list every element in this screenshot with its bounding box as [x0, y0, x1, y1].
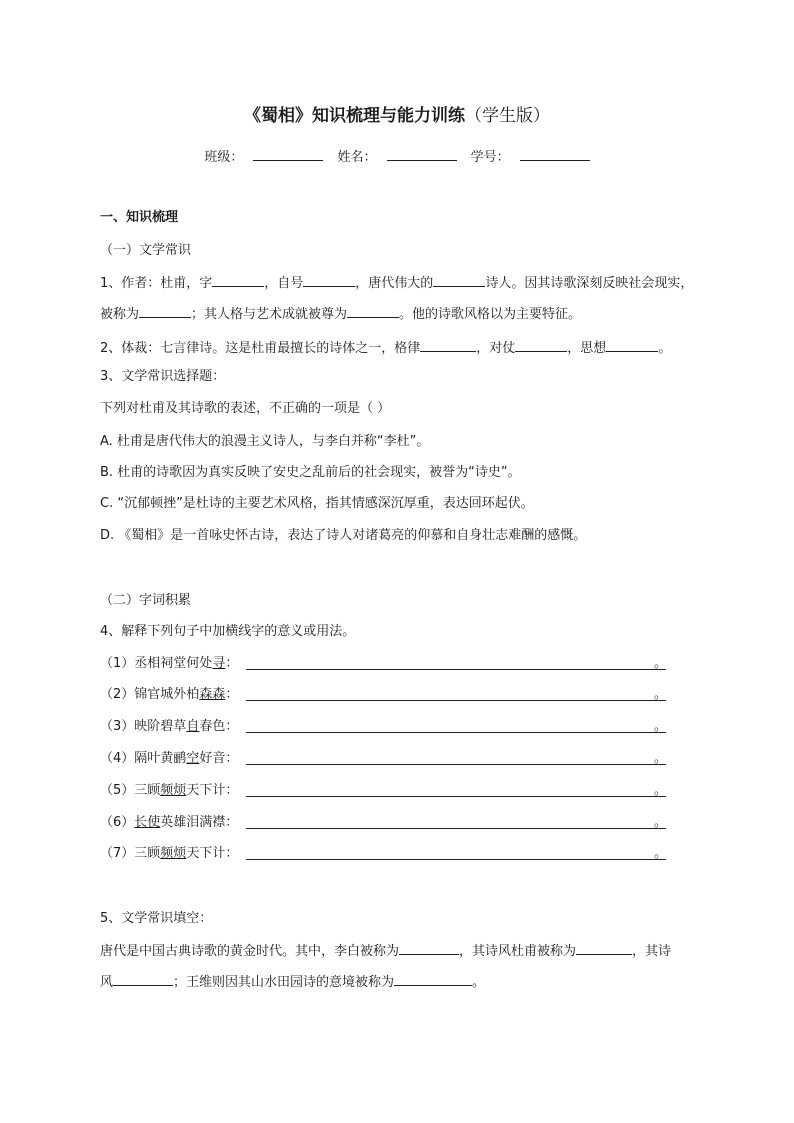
underlined-word: 长使: [134, 815, 161, 830]
question-3-heading: 3、文学常识选择题：: [100, 369, 226, 384]
question-2: 2、体裁：七言律诗。这是杜甫最擅长的诗体之一，格律 ，对仗 ，思想 。: [100, 338, 720, 358]
option-c: C. “沉郁顿挫”是杜诗的主要艺术风格，指其情感深沉厚重，表达回环起伏。: [100, 496, 534, 511]
answer-line-5[interactable]: [246, 782, 666, 797]
blank-wangwei-title[interactable]: [394, 972, 472, 986]
option-b: B. 杜甫的诗歌因为真实反映了安史之乱前后的社会现实，被誉为“诗史”。: [100, 465, 521, 480]
class-label: 班级：: [204, 150, 244, 165]
blank-parallelism[interactable]: [515, 338, 567, 352]
blank-meter[interactable]: [420, 338, 476, 352]
question-5-heading: 5、文学常识填空：: [100, 911, 213, 926]
vocab-item-4: （4）隔叶黄鹂空好音： 。: [100, 751, 668, 766]
blank-libai-title[interactable]: [399, 941, 459, 955]
underlined-word: 频烦: [160, 783, 187, 798]
subsection-vocabulary: （二）字词积累: [100, 593, 192, 608]
vocab-item-6: （6）长使英雄泪满襟： 。: [100, 815, 668, 830]
answer-line-4[interactable]: [246, 750, 666, 765]
student-info-row: [0, 146, 794, 168]
underlined-word: 自: [186, 719, 200, 734]
id-field[interactable]: [520, 146, 590, 161]
blank-title-1[interactable]: [139, 304, 191, 318]
question-4-heading: 4、解释下列句子中加横线字的意义或用法。: [100, 624, 356, 639]
blank-poet-type[interactable]: [433, 273, 485, 287]
blank-title-2[interactable]: [347, 304, 399, 318]
page-title: [0, 104, 794, 128]
question-5-line-1: 唐代是中国古典诗歌的黄金时代。其中，李白被称为 ，其诗风杜甫被称为 ，其诗: [100, 941, 720, 961]
option-d: D. 《蜀相》是一首咏史怀古诗，表达了诗人对诸葛亮的仰慕和自身壮志难酬的感慨。: [100, 528, 587, 543]
blank-thought[interactable]: [606, 338, 658, 352]
subsection-literary-knowledge: （一）文学常识: [100, 243, 192, 258]
question-1-line-2: 被称为 ；其人格与艺术成就被尊为 。他的诗歌风格以为主要特征。: [100, 304, 720, 324]
blank-courtesy-name[interactable]: [212, 273, 264, 287]
vocab-item-5: （5）三顾频烦天下计： 。: [100, 783, 668, 798]
vocab-item-3: （3）映阶碧草自春色： 。: [100, 719, 668, 734]
blank-art-name[interactable]: [303, 273, 355, 287]
answer-line-1[interactable]: [246, 655, 666, 670]
blank-style[interactable]: [113, 972, 173, 986]
underlined-word: 空: [186, 751, 200, 766]
id-label: 学号：: [470, 150, 510, 165]
underlined-word: 森森: [199, 687, 226, 702]
question-1-line-1: 1、作者：杜甫，字 ，自号 ，唐代伟大的 诗人。因其诗歌深刻反映社会现实，: [100, 273, 720, 293]
question-3-stem: 下列对杜甫及其诗歌的表述，不正确的一项是（ ）: [100, 401, 391, 416]
answer-line-2[interactable]: [246, 686, 666, 701]
answer-line-6[interactable]: [246, 814, 666, 829]
title-sub: （学生版）: [465, 106, 550, 126]
underlined-word: 频烦: [160, 846, 187, 861]
vocab-item-7: （7）三顾频烦天下计： 。: [100, 846, 668, 861]
title-main: 《蜀相》知识梳理与能力训练: [244, 106, 465, 126]
vocab-item-1: （1）丞相祠堂何处寻： 。: [100, 656, 668, 671]
class-field[interactable]: [253, 146, 323, 161]
section-heading-knowledge: 一、知识梳理: [100, 210, 179, 225]
underlined-word: 寻: [212, 656, 226, 671]
option-a: A. 杜甫是唐代伟大的浪漫主义诗人，与李白并称“李杜”。: [100, 434, 430, 449]
answer-line-7[interactable]: [246, 845, 666, 860]
name-field[interactable]: [387, 146, 457, 161]
name-label: 姓名：: [337, 150, 377, 165]
vocab-item-2: （2）锦官城外柏森森： 。: [100, 687, 668, 702]
question-5-line-2: 风 ；王维则因其山水田园诗的意境被称为 。: [100, 972, 720, 992]
answer-line-3[interactable]: [246, 718, 666, 733]
blank-dufu-title[interactable]: [576, 941, 632, 955]
